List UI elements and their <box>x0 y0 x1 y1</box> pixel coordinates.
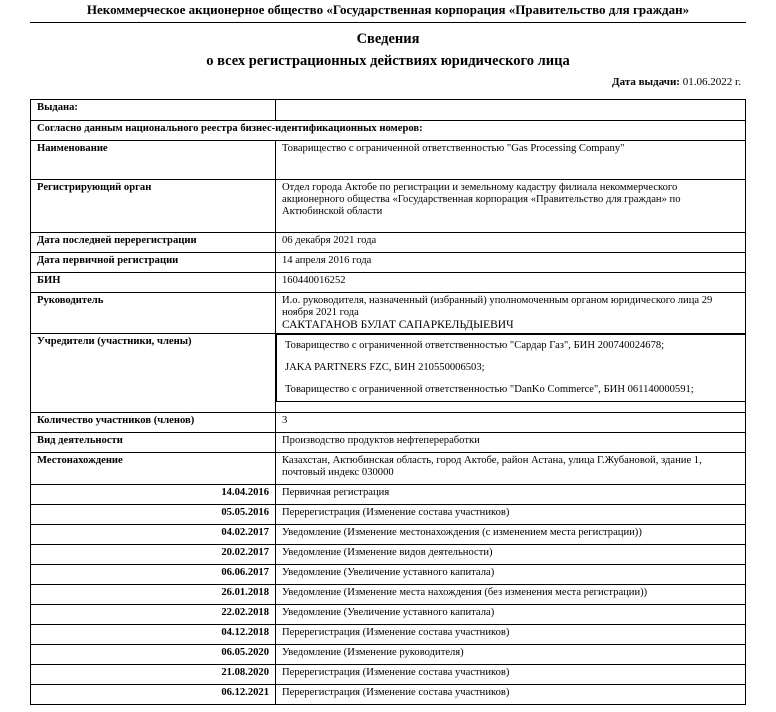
location-value: Казахстан, Актюбинская область, город Актобе, район Астана, улица Г.Жубановой, здание 1, почтовый индекс 030000 <box>276 453 746 485</box>
table-row <box>31 453 746 485</box>
registration-table <box>30 99 746 705</box>
event-description: Перерегистрация (Изменение состава участников) <box>276 505 746 525</box>
issued-value <box>276 100 746 121</box>
event-date: 20.02.2017 <box>31 545 276 565</box>
event-description: Перерегистрация (Изменение состава участников) <box>276 685 746 705</box>
table-row <box>31 100 746 121</box>
table-row <box>31 121 746 141</box>
head-value <box>276 293 746 334</box>
document-title: Сведения <box>356 31 420 47</box>
event-date: 05.05.2016 <box>31 505 276 525</box>
name-value: Товарищество с ограниченной ответственностью "Gas Processing Company" <box>276 141 746 180</box>
organization-name: Некоммерческое акционерное общество «Государственная корпорация «Правительство для граждан» <box>86 2 690 17</box>
authority-value: Отдел города Актобе по регистрации и земельному кадастру филиала некоммерческого акционерного общества «Государственная корпорация «Правительство для граждан» по Актюбинской области <box>276 180 746 233</box>
last-rereg-label: Дата последней перерегистрации <box>31 233 276 253</box>
founders-cell <box>276 334 746 413</box>
event-description: Перерегистрация (Изменение состава участников) <box>276 665 746 685</box>
bin-value: 160440016252 <box>276 273 746 293</box>
table-row <box>31 273 746 293</box>
issued-label: Выдана: <box>31 100 276 121</box>
table-row <box>31 413 746 433</box>
event-row <box>31 605 746 625</box>
founder-item: JAKA PARTNERS FZC, БИН 210550006503; <box>285 362 485 373</box>
issue-date <box>612 76 741 88</box>
event-row <box>31 545 746 565</box>
first-reg-value: 14 апреля 2016 года <box>276 253 746 273</box>
head-label: Руководитель <box>31 293 276 334</box>
name-label: Наименование <box>31 141 276 180</box>
founder-item: Товарищество с ограниченной ответственностью "Сардар Газ", БИН 200740024678; <box>285 340 665 351</box>
event-date: 06.12.2021 <box>31 685 276 705</box>
event-date: 06.06.2017 <box>31 565 276 585</box>
event-date: 22.02.2018 <box>31 605 276 625</box>
issue-date-value: 01.06.2022 г. <box>682 76 741 88</box>
members-count-label: Количество участников (членов) <box>31 413 276 433</box>
event-row <box>31 525 746 545</box>
authority-label: Регистрирующий орган <box>31 180 276 233</box>
event-row <box>31 585 746 605</box>
table-row <box>31 334 746 413</box>
event-description: Первичная регистрация <box>276 485 746 505</box>
issue-date-label: Дата выдачи: <box>612 76 680 88</box>
event-date: 21.08.2020 <box>31 665 276 685</box>
event-row <box>31 485 746 505</box>
event-row <box>31 665 746 685</box>
event-row <box>31 565 746 585</box>
table-row <box>31 180 746 233</box>
document-subtitle: о всех регистрационных действиях юридического лица <box>206 53 570 69</box>
event-date: 04.02.2017 <box>31 525 276 545</box>
table-row <box>31 141 746 180</box>
event-date: 04.12.2018 <box>31 625 276 645</box>
activity-label: Вид деятельности <box>31 433 276 453</box>
bin-label: БИН <box>31 273 276 293</box>
event-row <box>31 625 746 645</box>
founders-label: Учредители (участники, члены) <box>31 334 276 413</box>
table-row <box>31 293 746 334</box>
members-count-value: 3 <box>276 413 746 433</box>
section-title: Согласно данным национального реестра бизнес-идентификационных номеров: <box>31 121 746 141</box>
event-description: Перерегистрация (Изменение состава участников) <box>276 625 746 645</box>
event-description: Уведомление (Изменение видов деятельности) <box>276 545 746 565</box>
event-row <box>31 685 746 705</box>
event-description: Уведомление (Изменение местонахождения (с изменением места регистрации)) <box>276 525 746 545</box>
founders-list <box>276 334 746 402</box>
event-date: 14.04.2016 <box>31 485 276 505</box>
header-divider <box>30 22 746 23</box>
event-description: Уведомление (Увеличение уставного капитала) <box>276 565 746 585</box>
table-row <box>31 433 746 453</box>
event-row <box>31 505 746 525</box>
head-name: САКТАГАНОВ БУЛАТ САПАРКЕЛЬДЫЕВИЧ <box>282 319 514 331</box>
location-label: Местонахождение <box>31 453 276 485</box>
event-description: Уведомление (Изменение места нахождения (без изменения места регистрации)) <box>276 585 746 605</box>
founder-item: Товарищество с ограниченной ответственностью "DanKo Commerce", БИН 061140000591; <box>285 384 694 395</box>
event-description: Уведомление (Изменение руководителя) <box>276 645 746 665</box>
table-row <box>31 253 746 273</box>
last-rereg-value: 06 декабря 2021 года <box>276 233 746 253</box>
activity-value: Производство продуктов нефтепереработки <box>276 433 746 453</box>
first-reg-label: Дата первичной регистрации <box>31 253 276 273</box>
event-description: Уведомление (Увеличение уставного капитала) <box>276 605 746 625</box>
event-date: 26.01.2018 <box>31 585 276 605</box>
table-row <box>31 233 746 253</box>
head-role: И.о. руководителя, назначенный (избранный) уполномоченным органом юридического лица 29 ноября 2021 года <box>282 295 713 318</box>
event-date: 06.05.2020 <box>31 645 276 665</box>
event-row <box>31 645 746 665</box>
